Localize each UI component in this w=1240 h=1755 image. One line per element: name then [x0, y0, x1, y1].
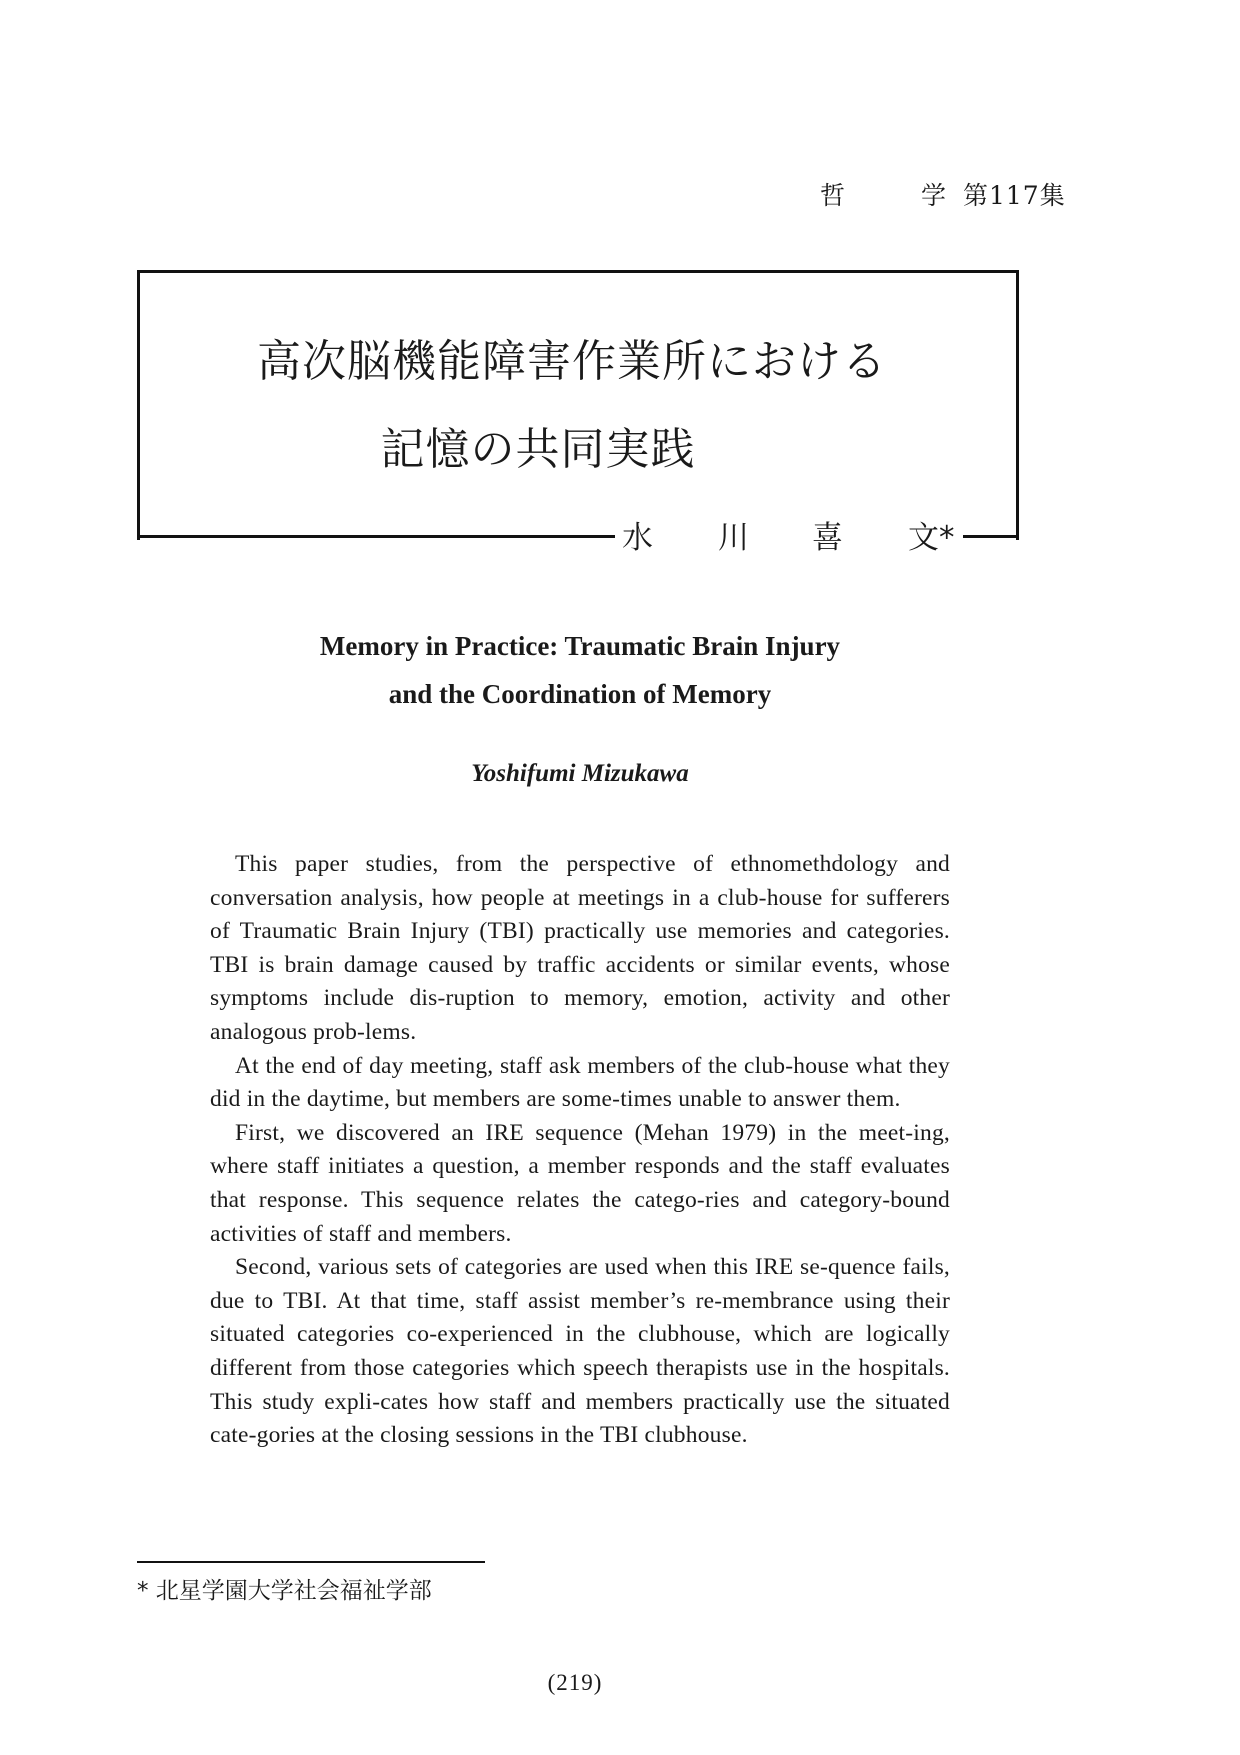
- japanese-author-name: [622, 512, 962, 558]
- abstract-paragraph-2: At the end of day meeting, staff ask members of the club-house what they did in the daytime, but members are some-times unable to answer them.: [210, 1052, 950, 1113]
- english-title-line-1: Memory in Practice: Traumatic Brain Injury: [319, 631, 841, 661]
- footnote-affiliation: * 北星学園大学社会福祉学部: [137, 1578, 432, 1604]
- english-author-name: Yoshifumi Mizukawa: [471, 760, 689, 787]
- footnote-rule: [137, 1561, 485, 1563]
- english-title: [0, 622, 1160, 718]
- journal-name-first-char: 哲: [820, 181, 847, 210]
- journal-header: [820, 176, 1080, 212]
- abstract-paragraph-1: This paper studies, from the perspective of ethnomethdology and conversation analysis, how people at meetings in a club-house for sufferers of Traumatic Brain Injury (TBI) practically use memories and categories. TBI is brain damage caused by traffic accidents or similar events, whose symptoms include dis-ruption to memory, emotion, activity and other analogous prob-lems.: [210, 851, 950, 1045]
- author-char-2: 川: [718, 520, 749, 556]
- author-char-1: 水: [622, 520, 653, 556]
- journal-name-second-char: 学: [921, 181, 948, 210]
- abstract-paragraph-3: First, we discovered an IRE sequence (Mehan 1979) in the meet-ing, where staff initiates a question, a member responds and the staff evaluates that response. This sequence relates the catego-ries and category-bound activities of staff and members.: [210, 1119, 950, 1247]
- abstract: [210, 848, 950, 1453]
- author-rule-right: [963, 535, 1019, 538]
- author-rule-left: [137, 535, 615, 538]
- abstract-paragraph-4: Second, various sets of categories are used when this IRE se-quence fails, due to TBI. At that time, staff assist member’s re-membrance using their situated categories co-experienced in the clubhouse, which are logically different from those categories which speech therapists use in the hospitals. This study expli-cates how staff and members practically use the situated cate-gories at the closing sessions in the TBI clubhouse.: [210, 1254, 950, 1449]
- author-char-4: 文*: [908, 520, 955, 556]
- page-number: (219): [547, 1670, 603, 1695]
- japanese-title-line-1: 高次脳機能障害作業所における: [257, 336, 887, 387]
- journal-volume: 第117集: [963, 181, 1066, 210]
- english-title-line-2: and the Coordination of Memory: [388, 679, 772, 709]
- japanese-title-box: [137, 270, 1019, 540]
- author-char-3: 喜: [812, 520, 843, 556]
- japanese-title-line-2: 記憶の共同実践: [380, 424, 696, 475]
